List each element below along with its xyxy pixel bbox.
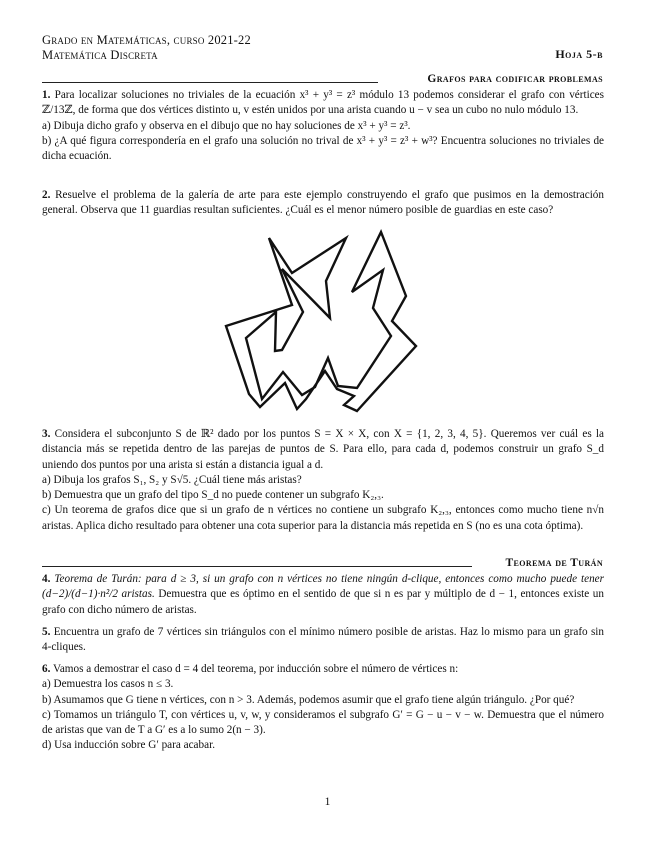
problem-text: Considera el subconjunto S de ℝ² dado por los puntos S = X × X, con X = {1, 2, 3, 4, 5}. Queremos ver cuál es la distancia más se repetida dentro de las parejas de puntos de S. Para ello, para cada d, podemos construir un grafo S_d uniendo dos puntos por una arista si están a distancia igual a d. [42, 428, 605, 471]
problem-part-a: a) Demuestra los casos n ≤ 3. [42, 678, 174, 691]
problem-part-c: c) Tomamos un triángulo T, con vértices u, v, w, y consideramos el subgrafo G′ = G − u − v − w. Demuestra que el número de aristas que van de T a G′ es a lo sumo 2(n − 3). [42, 708, 604, 737]
problem-4 [42, 572, 604, 618]
section-title-grafos: Grafos para codificar problemas [427, 73, 603, 85]
subject-title: Matemática Discreta [42, 48, 158, 62]
problem-6 [42, 662, 604, 754]
problem-part-c: c) Un teorema de grafos dice que si un grafo de n vértices no contiene un subgrafo K₂,₃, entonces como mucho tiene n√n aristas. Aplica dicho resultado para obtener una cota superior para la distancia más repetida en S (no es una cota óptima). [42, 504, 604, 532]
problem-number: 5. [42, 626, 51, 638]
problem-number: 6. [42, 663, 51, 675]
problem-text: Resuelve el problema de la galería de arte para este ejemplo construyendo el grafo que pusimos en la demostración general. Observa que 11 guardias resultan suficientes. ¿Cuál es el menor número posible de guardias en este caso? [42, 189, 604, 217]
sheet-label: Hoja 5-b [555, 47, 603, 61]
problem-text: Vamos a demostrar el caso d = 4 del teorema, por inducción sobre el número de vértices n: [53, 663, 459, 675]
problem-part-d: d) Usa inducción sobre G′ para acabar. [42, 739, 215, 752]
problem-number: 4. [42, 573, 51, 585]
problem-text: Demuestra que es óptimo en el sentido de que si n es par y múltiplo de d − 1, entonces existe un grafo con dicho número de aristas. [42, 588, 604, 616]
section-title-turan: Teorema de Turán [505, 557, 603, 569]
problem-part-a: a) Dibuja dicho grafo y observa en el dibujo que no hay soluciones de x³ + y³ = z³. [42, 119, 411, 132]
gallery-polygon-outline [226, 232, 416, 411]
section-rule [42, 566, 472, 567]
problem-part-b: b) Demuestra que un grafo del tipo S_d no puede contener un subgrafo K₂,₃. [42, 489, 384, 502]
problem-text: Encuentra un grafo de 7 vértices sin triángulos con el mínimo número posible de aristas. Haz lo mismo para un grafo sin 4-cliques. [42, 626, 605, 654]
course-title: Grado en Matemáticas, curso 2021-22 [42, 33, 251, 47]
page-number: 1 [324, 796, 331, 808]
problem-3 [42, 427, 604, 534]
problem-part-a: a) Dibuja los grafos S₁, S₂ y S√5. ¿Cuál tiene más aristas? [42, 473, 302, 486]
problem-part-b: b) Asumamos que G tiene n vértices, con n > 3. Además, podemos asumir que el grafo tiene algún triángulo. ¿Por qué? [42, 693, 575, 706]
theorem-statement: Teorema de Turán: para d ≥ 3, si un grafo con n vértices no tiene ningún d-clique, entonces como mucho puede tener (d−2)/(d−1)·n²/2 aristas. [42, 573, 604, 601]
problem-number: 3. [42, 428, 51, 440]
problem-number: 2. [42, 189, 51, 201]
problem-5 [42, 625, 604, 656]
problem-part-b: b) ¿A qué figura correspondería en el grafo una solución no trival de x³ + y³ = z³ + w³? Encuentra soluciones no triviales de dicha ecuación. [42, 134, 604, 163]
problem-text: Para localizar soluciones no triviales de la ecuación x³ + y³ = z³ módulo 13 podemos considerar el grafo con vértices ℤ/13ℤ, de forma que dos vértices distinto u, v estén unidos por una arista cuando u − v sea un cubo no nulo módulo 13. [42, 89, 604, 117]
problem-number: 1. [42, 89, 51, 101]
